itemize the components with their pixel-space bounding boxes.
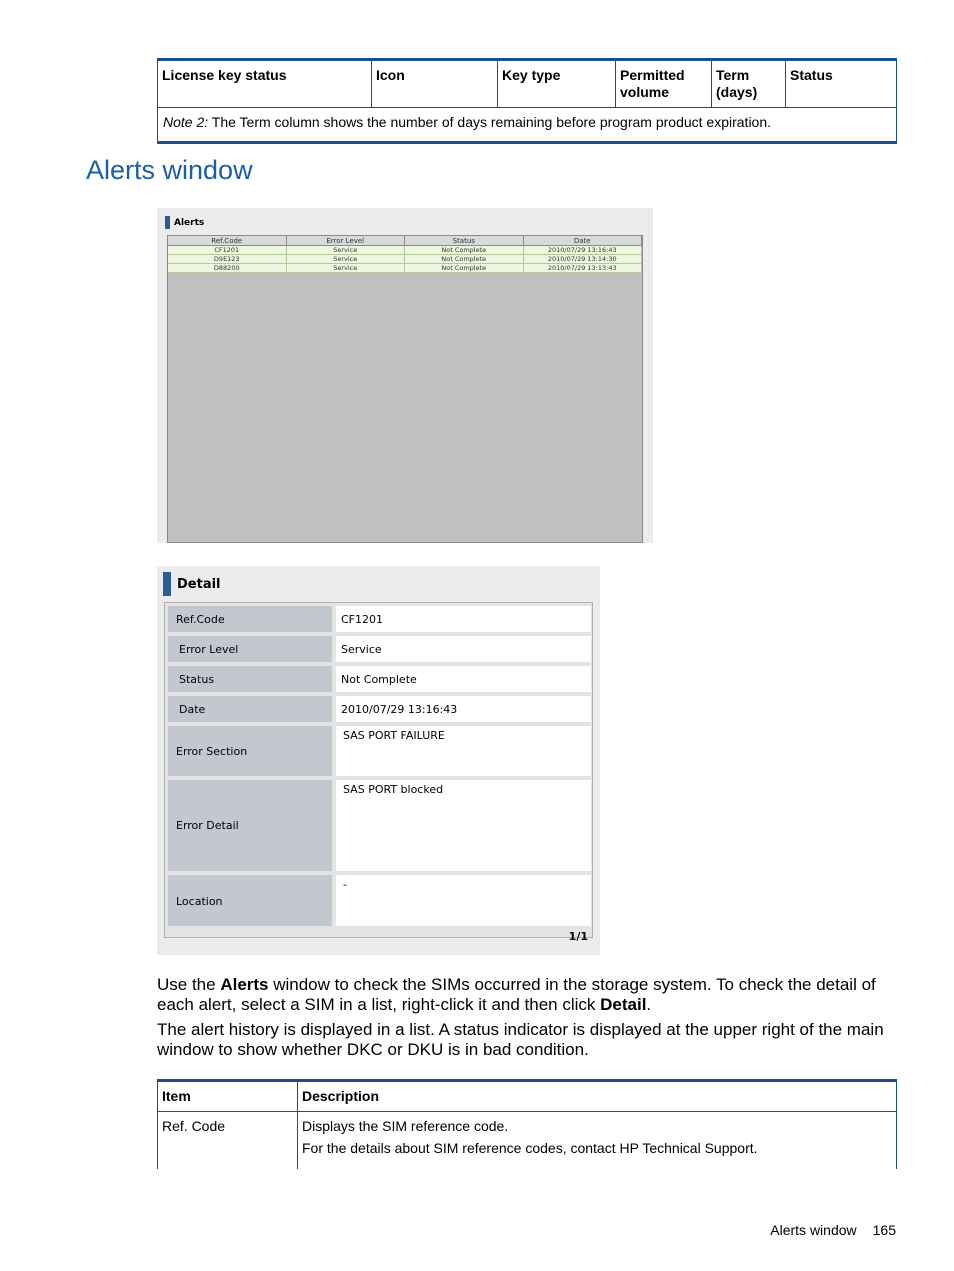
alert-row[interactable] (168, 264, 642, 273)
alert-status: Not Complete (405, 246, 524, 255)
page-number: 165 (872, 1222, 896, 1238)
col-icon: Icon (372, 61, 498, 107)
col-description: Description (302, 1088, 380, 1104)
alert-date: 2010/07/29 13:16:43 (524, 246, 643, 255)
alerts-title: Alerts (174, 217, 205, 228)
detail-value: Service (336, 636, 591, 662)
license-table-header (157, 61, 897, 108)
alert-status: Not Complete (405, 264, 524, 273)
detail-label: Location (168, 875, 332, 926)
col-status: Status (790, 67, 833, 83)
alert-row[interactable] (168, 255, 642, 264)
note-text: The Term column shows the number of days remaining before program product expiration. (208, 114, 772, 130)
col-item: Item (158, 1082, 298, 1111)
col-permitted-volume: Permitted volume (616, 61, 712, 107)
detail-label: Ref.Code (168, 606, 332, 632)
alerts-col-error-level[interactable]: Error Level (287, 236, 406, 246)
detail-window-screenshot (157, 566, 600, 955)
detail-row-date (168, 696, 591, 722)
bold-alerts: Alerts (220, 975, 269, 994)
detail-value: 2010/07/29 13:16:43 (336, 696, 591, 722)
description-line: For the details about SIM reference codes, contact HP Technical Support. (302, 1140, 758, 1156)
note-label: Note 2: (163, 114, 209, 130)
license-key-table (157, 58, 897, 144)
item-cell: Ref. Code (158, 1112, 298, 1169)
description-line: Displays the SIM reference code. (302, 1118, 509, 1134)
alert-refcode: D88200 (168, 264, 287, 273)
alert-error-level: Service (287, 255, 406, 264)
detail-panel-title (163, 572, 221, 596)
alert-date: 2010/07/29 13:13:43 (524, 264, 643, 273)
alert-status: Not Complete (405, 255, 524, 264)
detail-value: SAS PORT FAILURE (336, 726, 591, 776)
table-row (157, 1112, 897, 1169)
paragraph-alerts-usage (157, 975, 899, 1015)
alerts-col-date[interactable]: Date (524, 236, 643, 246)
detail-row-error-detail (168, 780, 591, 871)
detail-pager: 1/1 (568, 930, 588, 943)
title-marker-icon (163, 572, 171, 596)
detail-value: - (336, 875, 591, 926)
item-description-table (157, 1079, 897, 1169)
detail-value: CF1201 (336, 606, 591, 632)
alert-row[interactable] (168, 246, 642, 255)
detail-label: Status (168, 666, 332, 692)
title-marker-icon (165, 216, 170, 229)
alerts-window-screenshot (157, 208, 653, 543)
alert-date: 2010/07/29 13:14:30 (524, 255, 643, 264)
alert-refcode: CF1201 (168, 246, 287, 255)
detail-row-refcode (168, 606, 591, 632)
detail-value: Not Complete (336, 666, 591, 692)
detail-value: SAS PORT blocked (336, 780, 591, 871)
col-term: Term (days) (712, 61, 786, 107)
description-cell (298, 1112, 896, 1169)
page-footer (770, 1222, 896, 1238)
license-table-note (157, 108, 897, 141)
paragraph-alert-history: The alert history is displayed in a list. A status indicator is displayed at the upper right of the main window to show whether DKC or DKU is in bad condition. (157, 1020, 884, 1059)
col-license-key-status: License key status (158, 61, 372, 107)
col-key-type: Key type (498, 61, 616, 107)
bold-detail: Detail (600, 995, 647, 1014)
alerts-panel-title (165, 216, 204, 229)
detail-row-error-level (168, 636, 591, 662)
text-run: Use the (157, 975, 221, 994)
alert-error-level: Service (287, 264, 406, 273)
footer-section: Alerts window (770, 1222, 857, 1238)
alert-refcode: D9E123 (168, 255, 287, 264)
detail-row-error-section (168, 726, 591, 776)
text-run: window to check the SIMs occurred in the storage system. To check the detail of each alert, select a SIM in a list, right-click it and then click (157, 975, 876, 1014)
detail-title: Detail (177, 576, 221, 592)
alerts-list (167, 235, 643, 543)
detail-label: Error Level (168, 636, 332, 662)
detail-label: Error Section (168, 726, 332, 776)
detail-fields (164, 602, 593, 938)
alert-error-level: Service (287, 246, 406, 255)
alerts-list-header (168, 236, 642, 246)
text-run: . (646, 995, 652, 1014)
alerts-col-status[interactable]: Status (405, 236, 524, 246)
item-table-header (157, 1082, 897, 1112)
section-heading: Alerts window (86, 155, 253, 185)
detail-label: Error Detail (168, 780, 332, 871)
alerts-col-refcode[interactable]: Ref.Code (168, 236, 287, 246)
detail-label: Date (168, 696, 332, 722)
detail-row-location (168, 875, 591, 926)
detail-row-status (168, 666, 591, 692)
